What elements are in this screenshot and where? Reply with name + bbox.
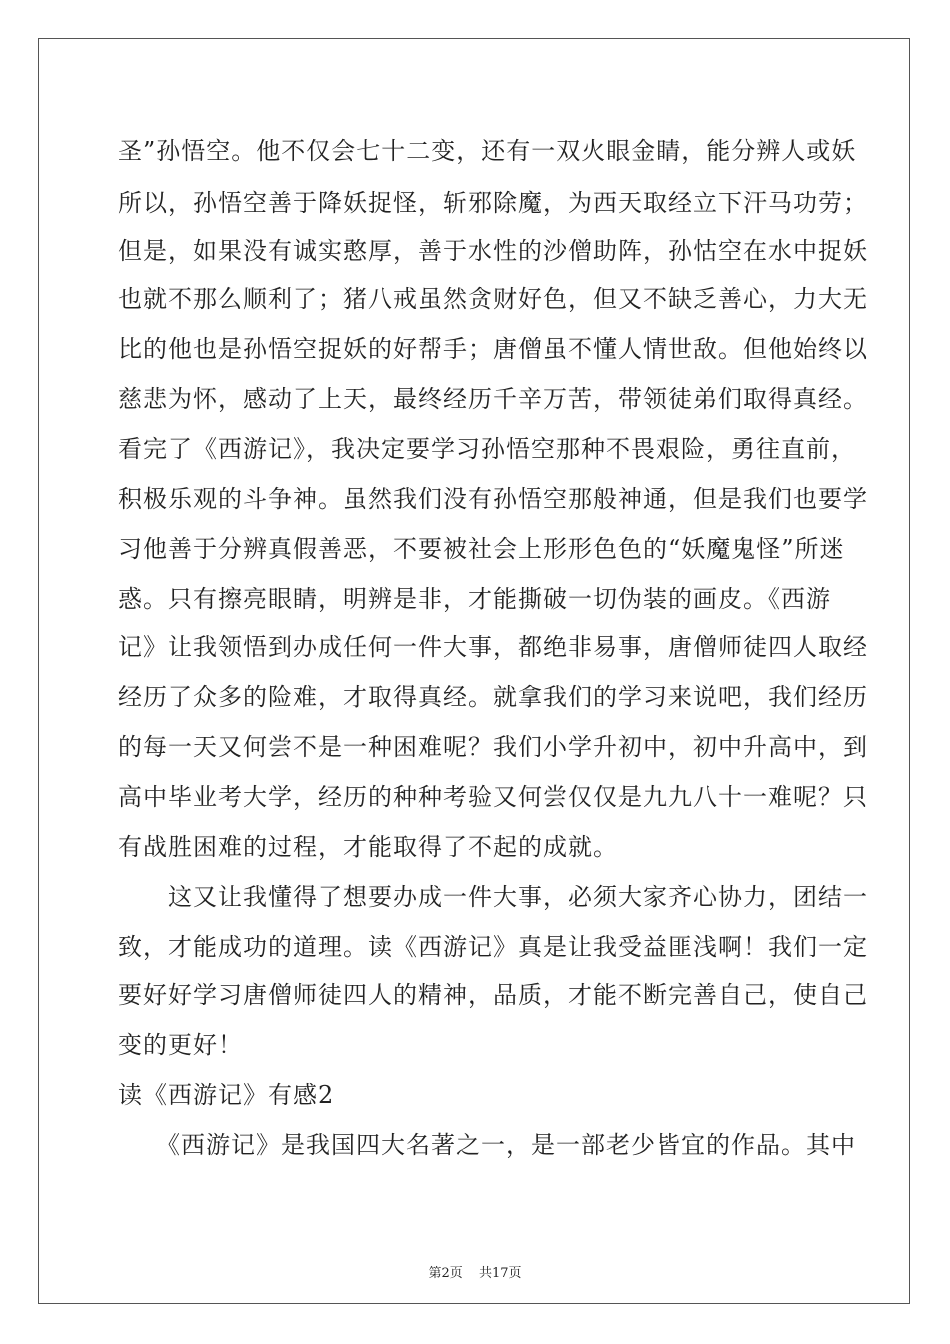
- text-line: 所以，孙悟空善于降妖捉怪，斩邪除魔，为西天取经立下汗马功劳；: [118, 189, 868, 217]
- text-line: 看完了《西游记》，我决定要学习孙悟空那种不畏艰险，勇往直前，: [118, 435, 856, 463]
- page-total: 共17页: [478, 1266, 522, 1281]
- text-line: 这又让我懂得了想要办成一件大事，必须大家齐心协力，团结一: [118, 883, 868, 911]
- text-line: 高中毕业考大学，经历的种种考验又何尝仅仅是九九八十一难呢？只: [118, 783, 868, 811]
- text-line: 圣”孙悟空。他不仅会七十二变，还有一双火眼金睛，能分辨人或妖: [118, 137, 857, 165]
- page-footer: [0, 1262, 950, 1281]
- text-line: 惑。只有擦亮眼睛，明辨是非，才能撕破一切伪装的画皮。《西游: [118, 585, 831, 613]
- section-heading: 读《西游记》有感2: [118, 1081, 335, 1109]
- text-line: 有战胜困难的过程，才能取得了不起的成就。: [118, 833, 618, 861]
- text-line: 要好好学习唐僧师徒四人的精神，品质，才能不断完善自己，使自己: [118, 981, 868, 1009]
- page-border: [38, 38, 910, 1304]
- text-line: 《西游记》是我国四大名著之一，是一部老少皆宜的作品。其中: [118, 1131, 856, 1159]
- text-line: 记》让我领悟到办成任何一件大事，都绝非易事，唐僧师徒四人取经: [118, 633, 868, 661]
- page-number: 第2页: [428, 1266, 463, 1281]
- text-line: 的每一天又何尝不是一种困难呢？我们小学升初中，初中升高中，到: [118, 733, 868, 761]
- text-line: 致，才能成功的道理。读《西游记》真是让我受益匪浅啊！我们一定: [118, 933, 868, 961]
- text-line: 慈悲为怀，感动了上天，最终经历千辛万苦，带领徒弟们取得真经。: [118, 385, 868, 413]
- text-line: 但是，如果没有诚实憨厚，善于水性的沙僧助阵，孙怙空在水中捉妖: [118, 237, 868, 265]
- text-line: 积极乐观的斗争神。虽然我们没有孙悟空那般神通，但是我们也要学: [118, 485, 868, 513]
- text-line: 也就不那么顺利了；猪八戒虽然贪财好色，但又不缺乏善心，力大无: [118, 285, 868, 313]
- text-line: 经历了众多的险难，才取得真经。就拿我们的学习来说吧，我们经历: [118, 683, 868, 711]
- text-line: 变的更好！: [118, 1031, 243, 1059]
- text-line: 习他善于分辨真假善恶，不要被社会上形形色色的“妖魔鬼怪”所迷: [118, 535, 845, 563]
- text-line: 比的他也是孙悟空捉妖的好帮手；唐僧虽不懂人情世敌。但他始终以: [118, 335, 868, 363]
